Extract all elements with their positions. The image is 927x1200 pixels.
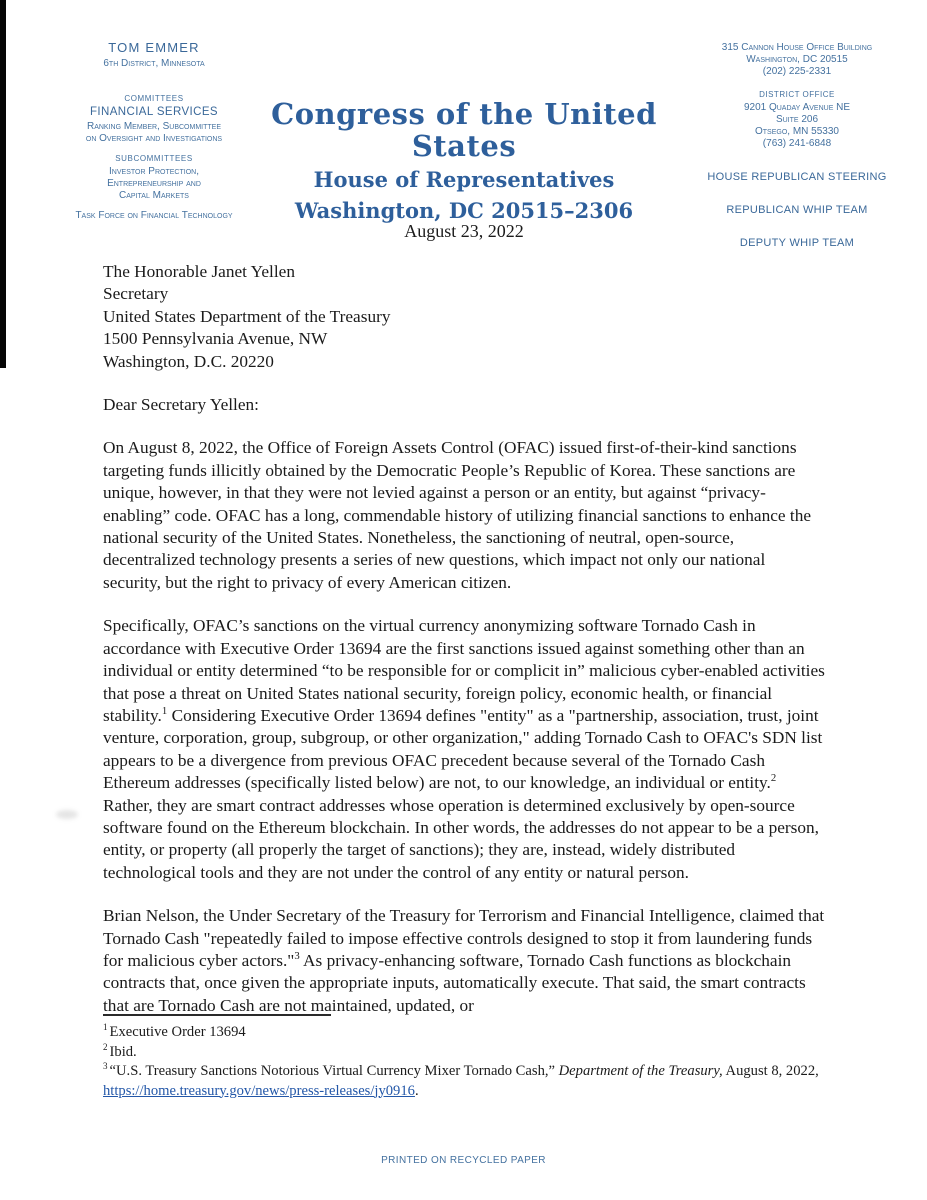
- letterhead-left: [28, 40, 280, 222]
- footnote-separator: [103, 1014, 331, 1016]
- membership-line: HOUSE REPUBLICAN STEERING: [707, 171, 887, 183]
- washington-address: Washington, DC 20515–2306: [294, 198, 634, 223]
- letterhead-center: [258, 98, 670, 223]
- dc-office-phone: (202) 225-2331: [762, 66, 832, 77]
- committee-role-line: on Oversight and Investigations: [85, 133, 223, 144]
- footnote-text: “U.S. Treasury Sanctions Notorious Virtual Currency Mixer Tornado Cash,” Department of the Treasury, August 8, 2022, https://home.treasury.gov/news/press-releases/jy0916.: [103, 1063, 819, 1099]
- district-office-phone: (763) 241-6848: [762, 138, 832, 149]
- letter-paragraph-3: Brian Nelson, the Under Secretary of the Treasury for Terrorism and Financial Intelligence, claimed that Tornado Cash "repeatedly failed to impose effective controls designed to stop it from laundering funds for malicious cyber actors."$^3$ As privacy-enhancing software, Tornado Cash functions as blockchain contracts that, once given the appropriate inputs, automatically execute. That said, the smart contracts that are Tornado Cash are not maintained, updated, or: [103, 906, 825, 1015]
- district-office-label: DISTRICT OFFICE: [759, 90, 835, 99]
- member-district: 6th District, Minnesota: [103, 58, 205, 69]
- recipient-line: The Honorable Janet Yellen: [103, 262, 295, 281]
- scan-smudge-artifact: [56, 810, 78, 819]
- footnote-marker: 3: [103, 1061, 108, 1072]
- scan-edge-artifact: [0, 0, 6, 368]
- footnote-reference: 1: [161, 705, 168, 718]
- footnote-2: [103, 1043, 835, 1063]
- footnote-reference: 2: [770, 772, 777, 785]
- letter-date: August 23, 2022: [404, 221, 524, 241]
- committee-role-line: Ranking Member, Subcommittee: [86, 121, 221, 132]
- recipient-address: [103, 261, 825, 373]
- district-office-line: Otsego, MN 55330: [755, 126, 839, 137]
- recipient-line: Washington, D.C. 20220: [103, 351, 274, 371]
- salutation: Dear Secretary Yellen:: [103, 395, 259, 415]
- recipient-line: United States Department of the Treasury: [103, 306, 391, 326]
- district-office-line: Suite 206: [775, 114, 819, 125]
- footnote-marker: 2: [103, 1041, 108, 1052]
- footnotes-section: [103, 1014, 835, 1101]
- congress-title: Congress of the United States: [271, 97, 657, 163]
- subcommittee-line: Investor Protection,: [109, 166, 199, 177]
- member-name: TOM EMMER: [108, 40, 200, 55]
- committee-name: FINANCIAL SERVICES: [90, 106, 218, 118]
- letter-paragraph-2: Specifically, OFAC’s sanctions on the virtual currency anonymizing software Tornado Cash in accordance with Executive Order 13694 are the first sanctions issued against something other than an individual or entity determined “to be responsible for or complicit in” malicious cyber-enabled activities that pose a threat on United States national security, foreign policy, economic health, or financial stability.$^1$ Considering Executive Order 13694 defines "entity" as a "partnership, association, trust, joint venture, corporation, group, subgroup, or other organization," adding Tornado Cash to OFAC's SDN list appears to be a divergence from previous OFAC precedent because several of the Tornado Cash Ethereum addresses (specifically listed below) are not, to our knowledge, an individual or entity.$^2$ Rather, they are smart contract addresses whose operation is determined exclusively by open-source software found on the Ethereum blockchain. In other words, the addresses do not appear to be a person, entity, or property (all properly the target of sanctions); they are, instead, widely distributed technological tools and they are not under the control of any entity or natural person.: [103, 616, 825, 882]
- letter-paragraph-1: On August 8, 2022, the Office of Foreign Assets Control (OFAC) issued first-of-their-kind sanctions targeting funds illicitly obtained by the Democratic People’s Republic of Korea. These sanctions are unique, however, in that they were not levied against a person or an entity, but against “privacy-enabling” code. OFAC has a long, commendable history of utilizing financial sanctions to enhance the national security of the United States. Nonetheless, the sanctioning of neutral, open-source, decentralized technology presents a series of new questions, which impact not only our national security, but the right to privacy of every American citizen.: [103, 438, 812, 592]
- letter-body: [103, 261, 825, 1017]
- footnote-reference: 3: [294, 950, 300, 963]
- subcommittees-label: SUBCOMMITTEES: [115, 154, 193, 163]
- subcommittee-line: Entrepreneurship and: [107, 178, 201, 189]
- footnote-3: [103, 1062, 835, 1101]
- membership-line: DEPUTY WHIP TEAM: [739, 237, 855, 249]
- italic-citation: Department of the Treasury,: [558, 1063, 723, 1079]
- recycled-paper-note: PRINTED ON RECYCLED PAPER: [381, 1155, 546, 1166]
- dc-office-line: Washington, DC 20515: [746, 54, 848, 65]
- footnote-text: Executive Order 13694: [109, 1024, 246, 1040]
- footnote-1: [103, 1023, 835, 1043]
- footnote-link[interactable]: https://home.treasury.gov/news/press-releases/jy0916: [103, 1082, 415, 1099]
- task-force-line: Task Force on Financial Technology: [75, 210, 233, 221]
- letterhead-right: [690, 42, 904, 249]
- recipient-line: Secretary: [103, 284, 169, 304]
- committees-label: COMMITTEES: [124, 94, 184, 103]
- house-subtitle: House of Representatives: [313, 167, 615, 192]
- footnote-marker: 1: [103, 1022, 108, 1033]
- membership-line: REPUBLICAN WHIP TEAM: [726, 204, 868, 216]
- subcommittee-line: Capital Markets: [119, 190, 189, 201]
- district-office-line: 9201 Quaday Avenue NE: [743, 102, 851, 113]
- footnote-text: Ibid.: [109, 1043, 137, 1060]
- dc-office-line: 315 Cannon House Office Building: [721, 42, 873, 53]
- recipient-line: 1500 Pennsylvania Avenue, NW: [103, 329, 328, 349]
